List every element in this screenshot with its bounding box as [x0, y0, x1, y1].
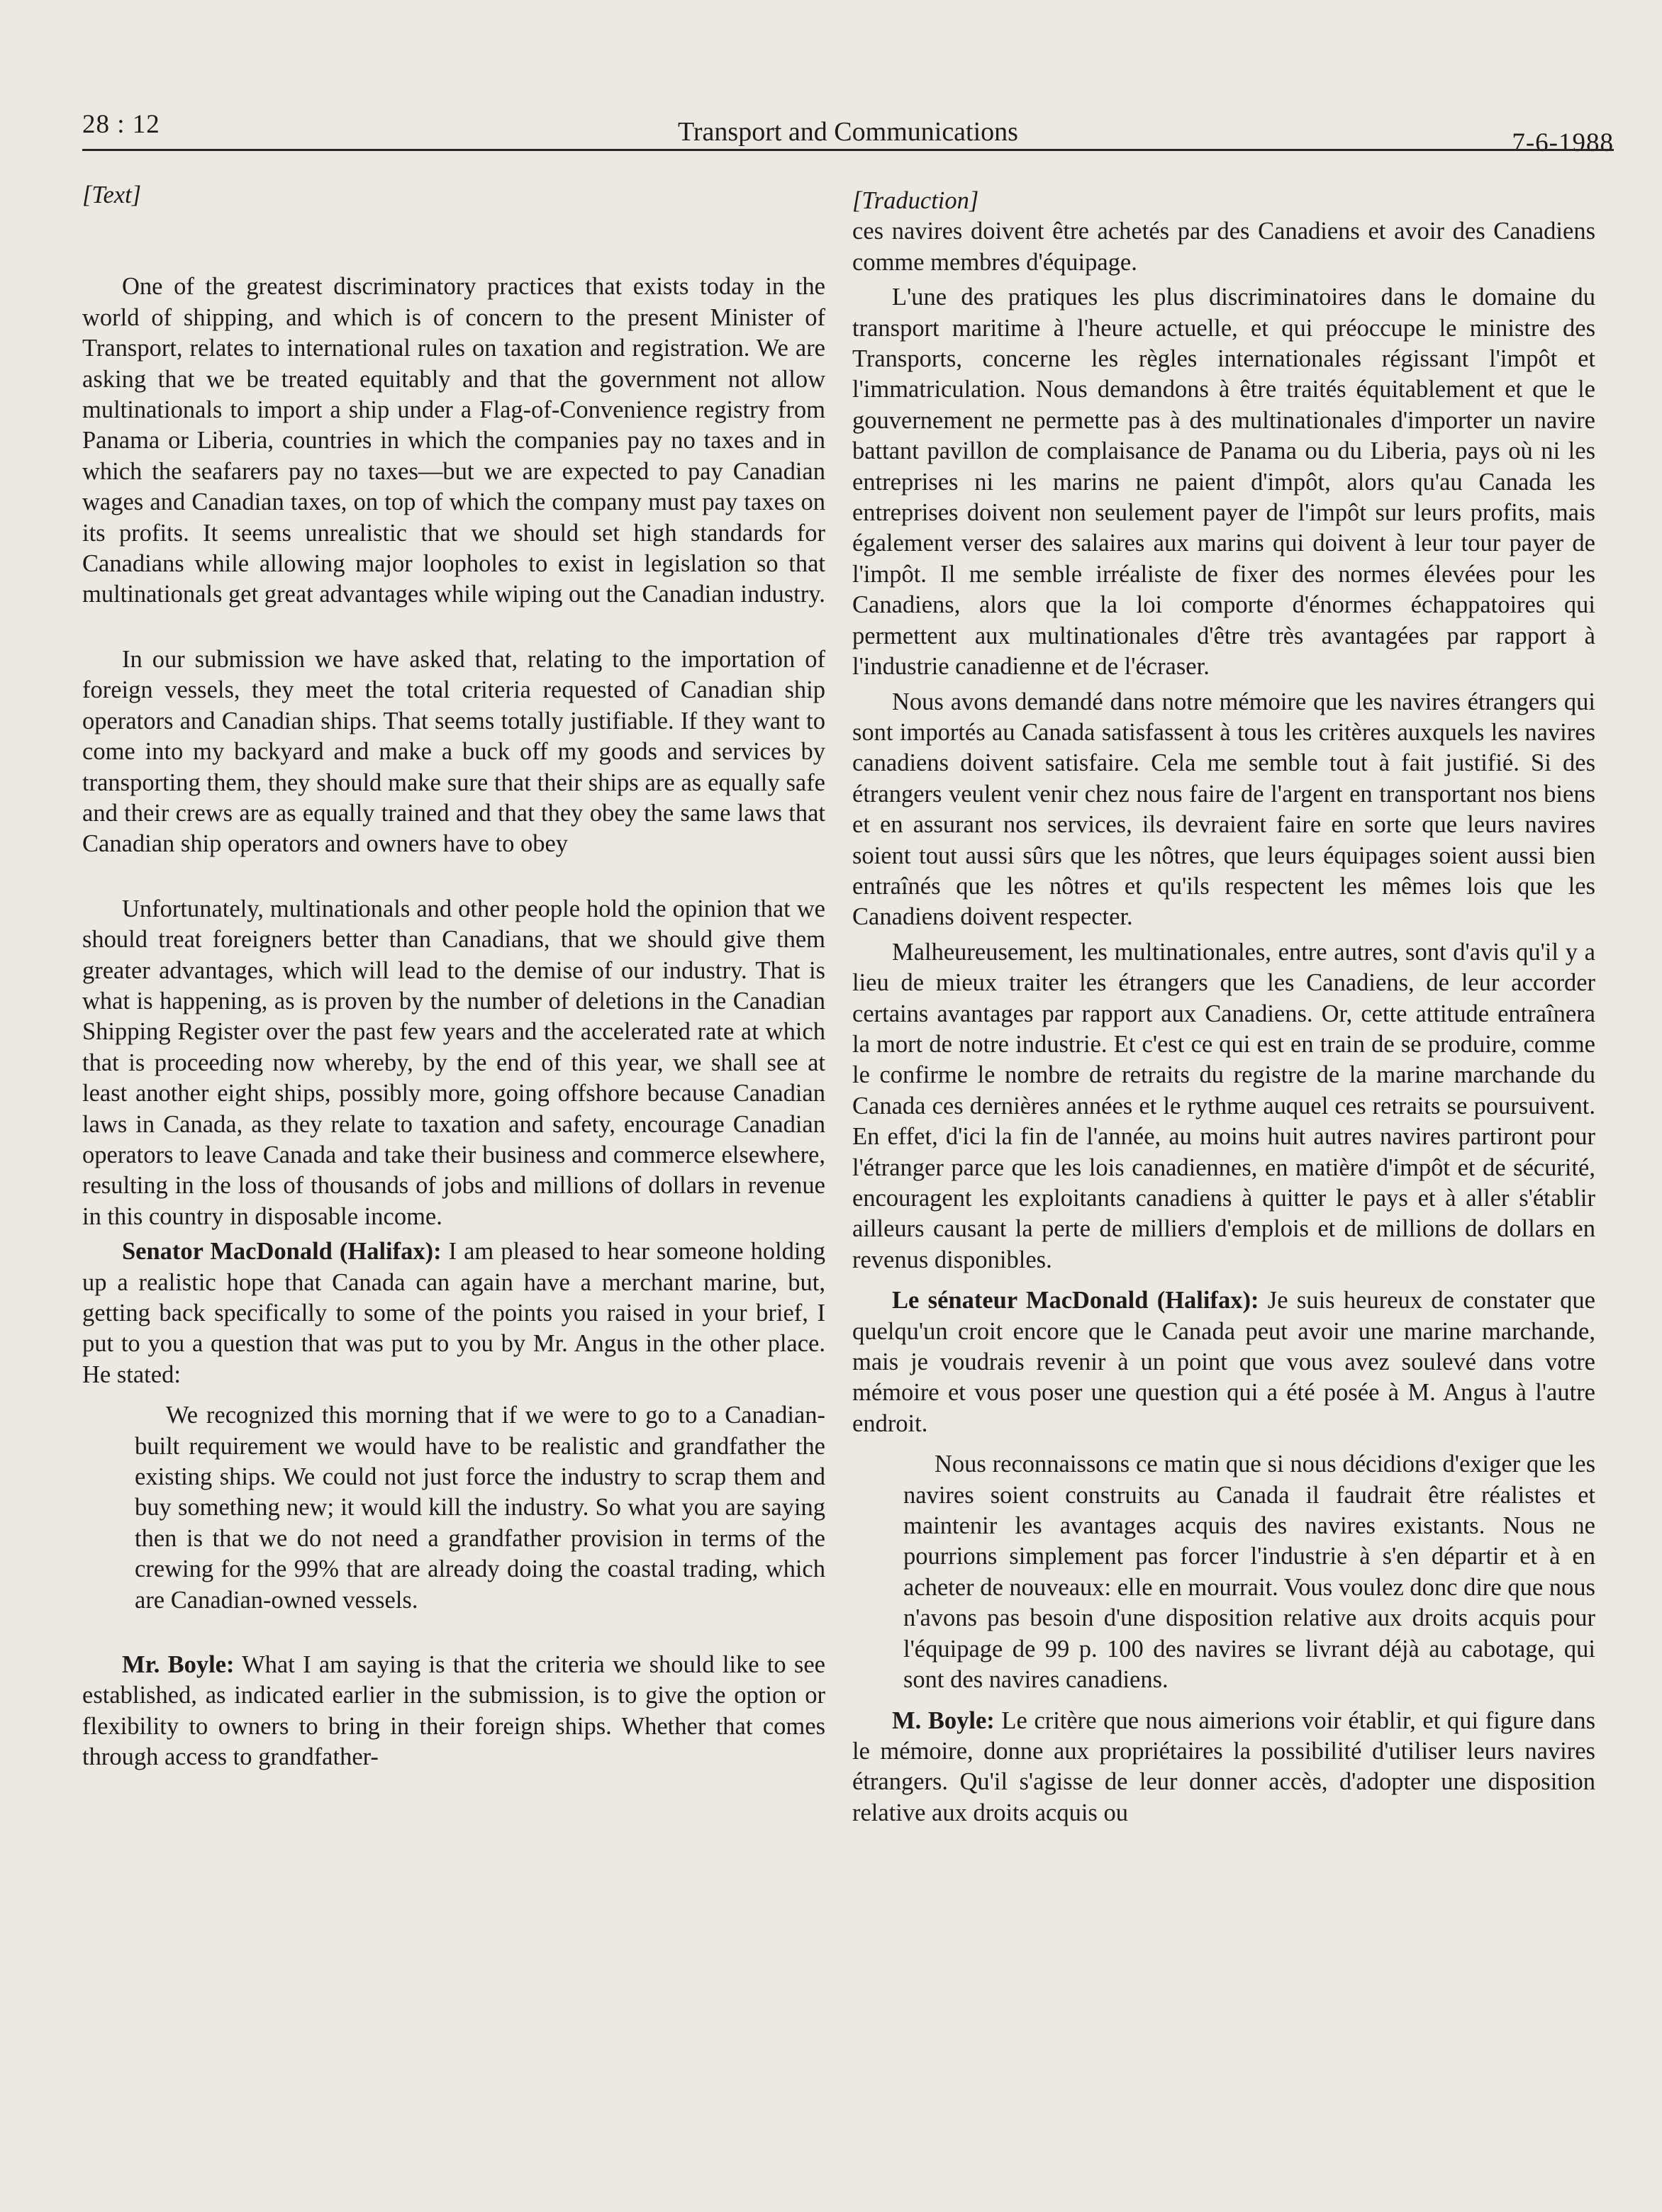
english-column — [82, 180, 825, 1773]
paragraph: Nous avons demandé dans notre mémoire que les navires étrangers qui sont importés au Canada satisfassent à tous les critères auxquels les navires canadiens doivent satisfaire. Cela me semble tout à fait justifié. Si des étrangers veulent venir chez nous faire de l'argent en transportant nos biens et en assurant nos services, ils devraient faire en sorte que leurs navires soient tout aussi sûrs que les nôtres, que leurs équipages soient aussi bien entraînés que les nôtres et qu'ils respectent les mêmes lois que les Canadiens doivent respecter. — [852, 688, 1595, 931]
block-quote: Nous reconnaissons ce matin que si nous décidions d'exiger que les navires soient construits au Canada il faudrait être réalistes et maintenir les avantages acquis des navires existants. Nous ne pourrions simplement pas forcer l'industrie à s'en départir et à en acheter de nouveaux: elle en mourrait. Vous voulez donc dire que nous n'avons pas besoin d'une disposition relative aux droits acquis pour l'équipage de 99 p. 100 des navires se livrant déjà au cabotage, qui sont des navires canadiens. — [903, 1451, 1595, 1694]
header-rule — [82, 149, 1614, 151]
speaker-name: M. Boyle: — [892, 1707, 995, 1734]
paragraph: Malheureusement, les multinationales, entre autres, sont d'avis qu'il y a lieu de mieux traiter les étrangers que les Canadiens, de leur accorder certains avantages par rapport aux Canadiens. Or, cette attitude entraînera la mort de notre industrie. Et c'est ce qui est en train de se produire, comme le confirme le nombre de retraits du registre de la marine marchande du Canada ces dernières années et le rythme auquel ces retraits se poursuivent. En effet, d'ici la fin de l'année, au moins huit autres navires partiront pour l'étranger parce que les lois canadiennes, en matière d'impôt et de sécurité, encouragent les exploitants canadiens à quitter le pays et à aller s'établir ailleurs causant la perte de milliers d'emplois et de millions de dollars en revenus disponibles. — [852, 938, 1595, 1273]
speaker-paragraph — [82, 1650, 825, 1773]
paragraph: L'une des pratiques les plus discriminatoires dans le domaine du transport maritime à l'heure actuelle, et qui préoccupe le ministre des Transports, concerne les règles internationales régissant l'impôt et l'immatriculation. Nous demandons à être traités équitablement et que le gouvernement ne permette pas à des multinationales d'importer un navire battant pavillon de complaisance de Panama ou du Liberia, pays où ni les entreprises ni les marins ne paient d'impôt, alors qu'au Canada les entreprises doivent non seulement payer de l'impôt sur leurs profits, mais également verser des salaires aux marins qui doivent à leur tour payer de l'impôt. Il me semble irréaliste de fixer des normes élevées pour les Canadiens, alors que la loi comporte d'énormes échappatoires qui permettent aux multinationales d'être très avantagées par rapport à l'industrie canadienne et de l'écraser. — [852, 284, 1595, 681]
paragraph: One of the greatest discriminatory practices that exists today in the world of shipping, and which is of concern to the present Minister of Transport, relates to international rules on taxation and registration. We are asking that we be treated equitably and that the government not allow multinationals to import a ship under a Flag-of-Convenience registry from Panama or Liberia, countries in which the companies pay no taxes and in which the seafarers pay no taxes—but we are expected to pay Canadian wages and Canadian taxes, on top of which the company must pay taxes on its profits. It seems unrealistic that we should set high standards for Canadians while allowing major loopholes to exist in legislation so that multinationals get great advantages while wiping out the Canadian industry. — [82, 273, 825, 608]
paragraph: ces navires doivent être achetés par des Canadiens et avoir des Canadiens comme membres d'équipage. — [852, 218, 1595, 276]
speaker-text: Le critère que nous aimerions voir établir, et qui figure dans le mémoire, donne aux propriétaires la possibilité d'utiliser leurs navires étrangers. Qu'il s'agisse de leur donner accès, d'adopter une disposition relative aux droits acquis ou — [852, 1707, 1595, 1826]
paragraph: Unfortunately, multinationals and other people hold the opinion that we should treat foreigners better than Canadians, that we should give them greater advantages, which will lead to the demise of our industry. That is what is happening, as is proven by the number of deletions in the Canadian Shipping Register over the past few years and the accelerated rate at which that is proceeding now whereby, by the end of this year, we shall see at least another eight ships, possibly more, going offshore because Canadian laws in Canada, as they relate to taxation and safety, encourage Canadian operators to leave Canada and take their business and commerce elsewhere, resulting in the loss of thousands of jobs and millions of dollars in revenue in this country in disposable income. — [82, 895, 825, 1230]
block-quote: We recognized this morning that if we were to go to a Canadian-built requirement we would have to be realistic and grandfather the existing ships. We could not just force the industry to scrap them and buy something new; it would kill the industry. So what you are saying then is that we do not need a grandfather provision in terms of the crewing for the 99% that are already doing the coastal trading, which are Canadian-owned vessels. — [135, 1402, 825, 1614]
paragraph: In our submission we have asked that, relating to the importation of foreign vessels, they meet the total criteria requested of Canadian ship operators and Canadian ships. That seems totally justifiable. If they want to come into my backyard and make a buck off my goods and services by transporting them, they should make sure that their ships are as equally safe and their crews are as equally trained and that they obey the same laws that Canadian ship operators and owners have to obey — [82, 645, 825, 858]
speaker-text: What I am saying is that the criteria we should like to see established, as indicated earlier in the submission, is to give the option or flexibility to owners to bring in their foreign ships. Whether that comes through access to grandfather- — [82, 1651, 825, 1771]
traduction-label: [Traduction] — [852, 187, 979, 214]
text-label: [Text] — [82, 181, 142, 208]
speaker-text: Je suis heureux de constater que quelqu'un croit encore que le Canada peut avoir une marine marchande, mais je voudrais revenir à un point que vous avez soulevé dans votre mémoire et vous poser une question qui a été posée à M. Angus à l'autre endroit. — [852, 1287, 1595, 1437]
speaker-name: Senator MacDonald (Halifax): — [122, 1238, 442, 1266]
french-column — [852, 186, 1595, 1828]
speaker-text: I am pleased to hear someone holding up a realistic hope that Canada can again have a merchant marine, but, getting back specifically to some of the points you raised in your brief, I put to you a question that was put to you by Mr. Angus in the other place. He stated: — [82, 1238, 825, 1388]
running-title: Transport and Communications — [678, 117, 1018, 147]
header-date: 7-6-1988 — [1512, 128, 1614, 157]
page-header — [82, 106, 1614, 157]
speaker-paragraph — [82, 1236, 825, 1390]
speaker-name: Le sénateur MacDonald (Halifax): — [892, 1287, 1259, 1314]
page-reference: 28 : 12 — [82, 110, 160, 139]
speaker-name: Mr. Boyle: — [122, 1651, 235, 1679]
speaker-paragraph — [852, 1285, 1595, 1439]
speaker-paragraph — [852, 1706, 1595, 1829]
